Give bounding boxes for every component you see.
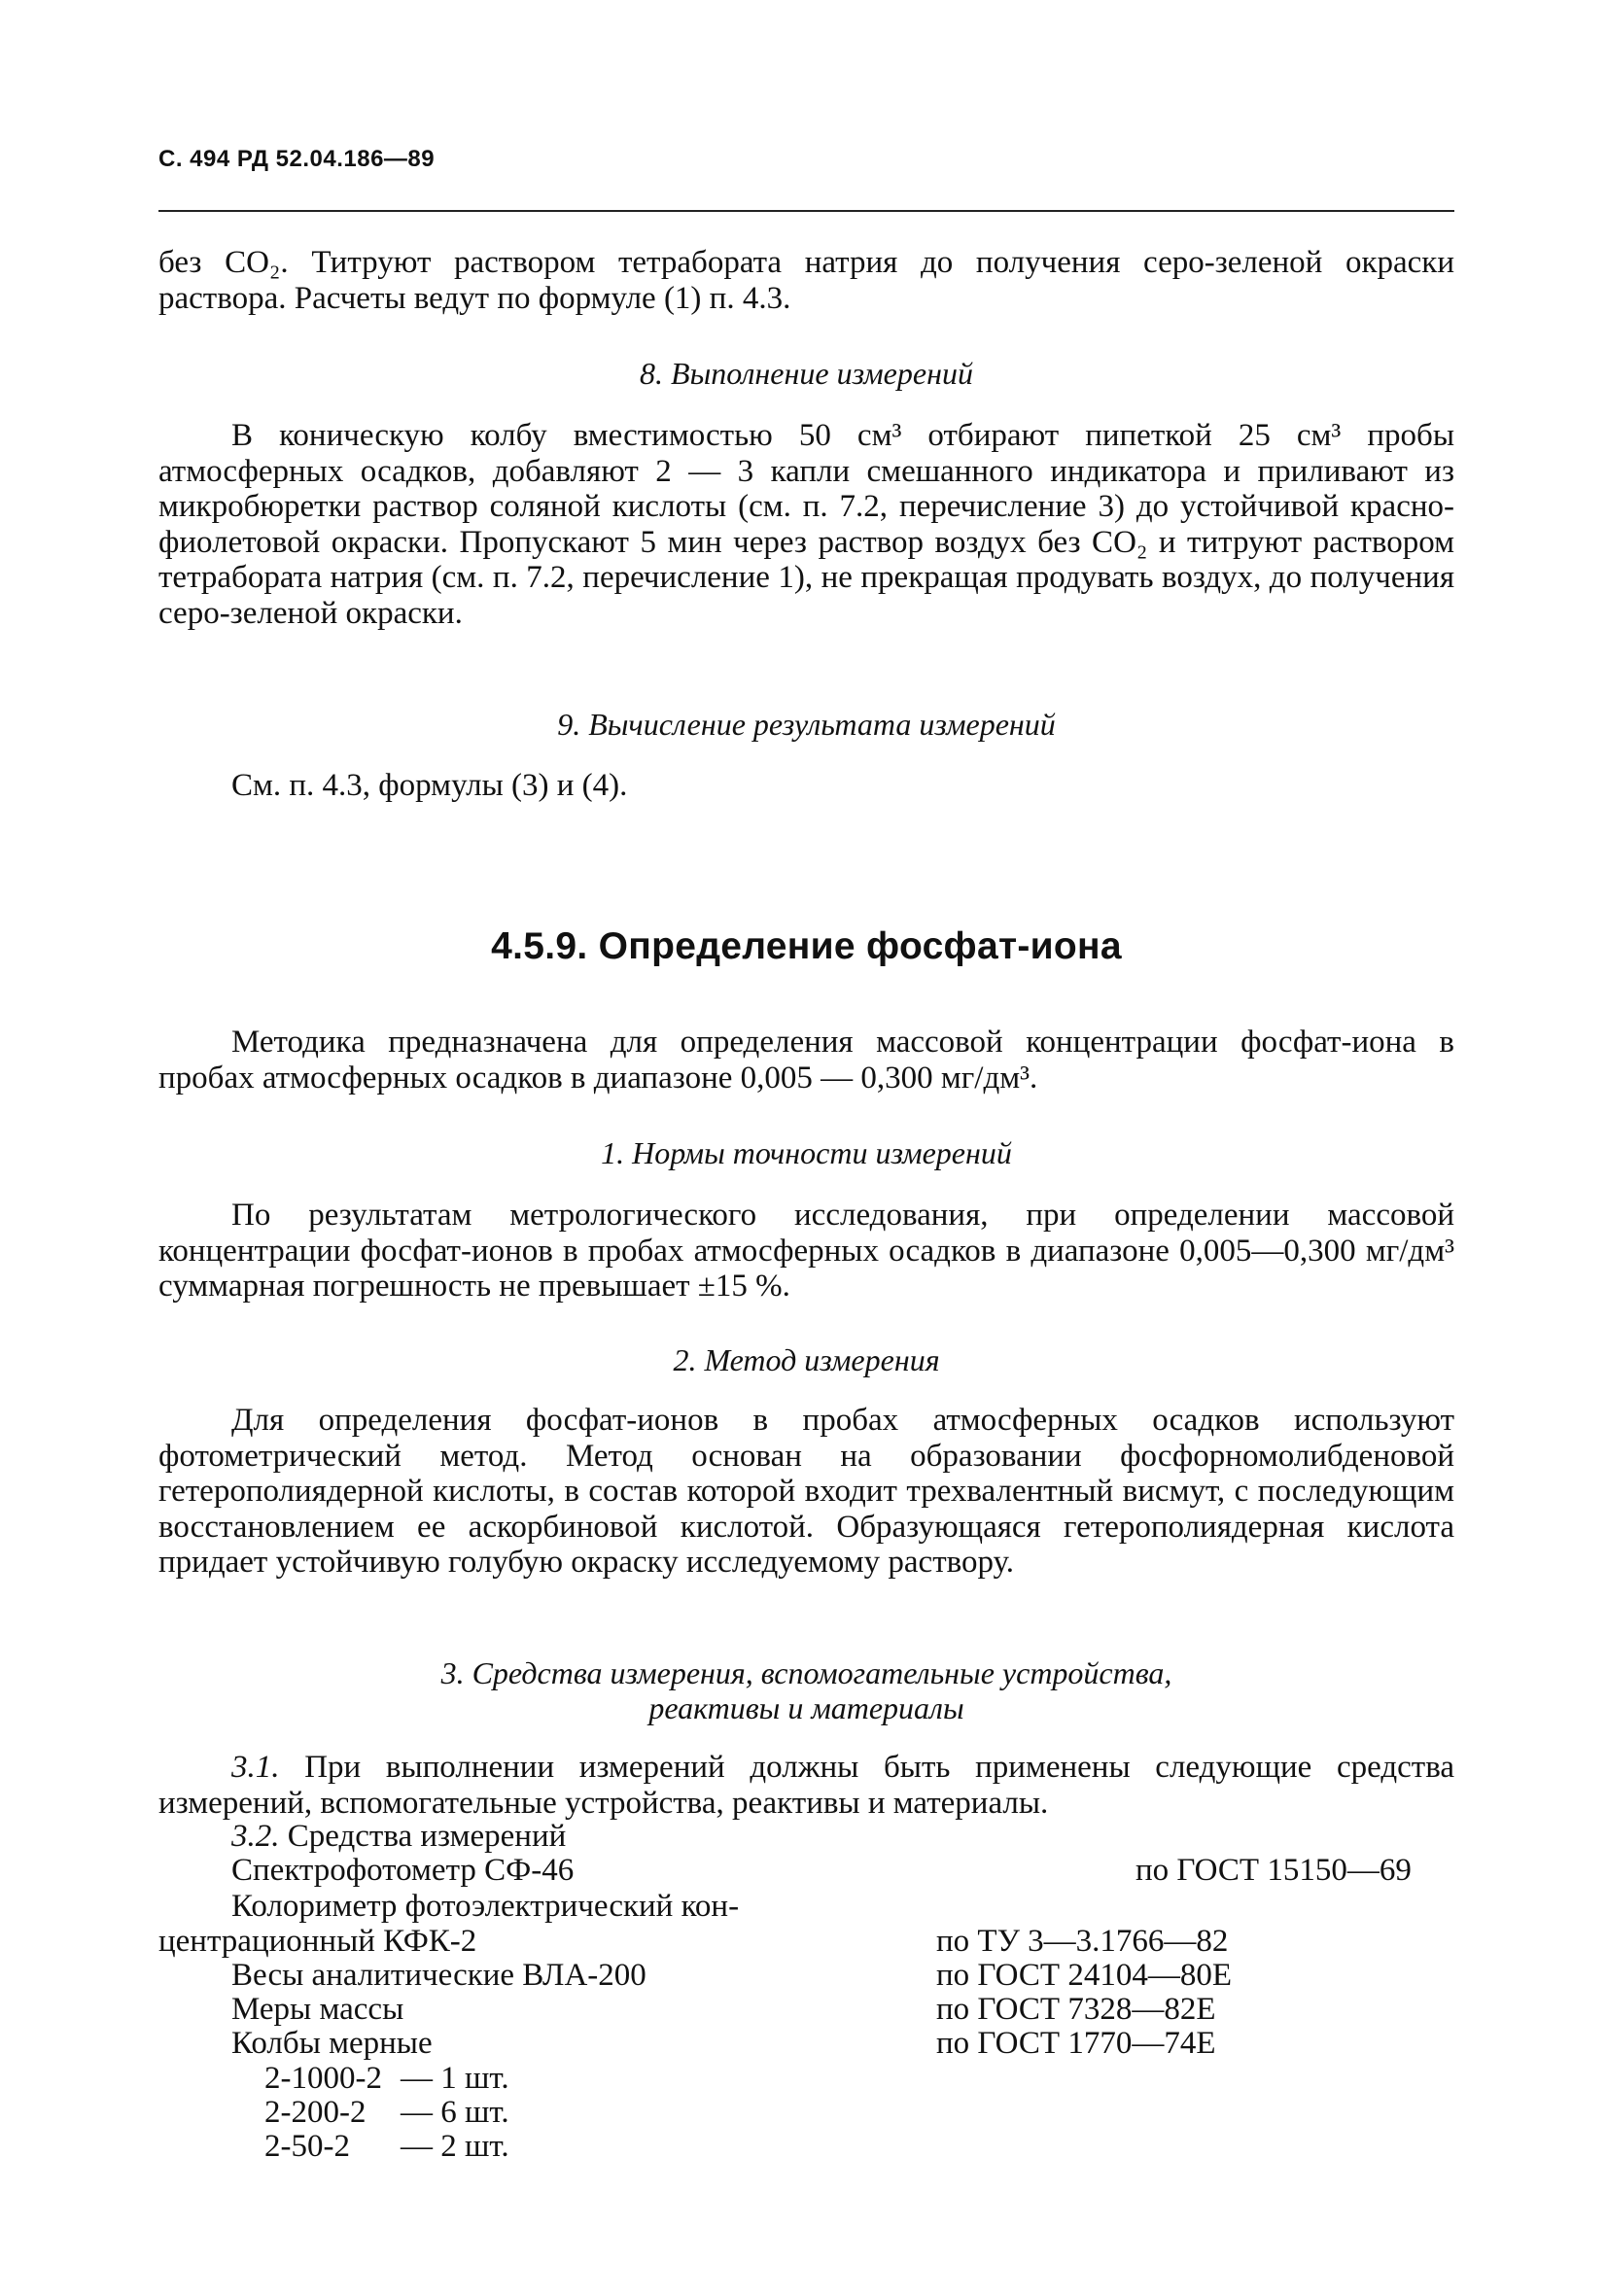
continuation-paragraph xyxy=(158,245,1454,316)
instrument-standard: по ГОСТ 15150—69 xyxy=(1135,1853,1412,1888)
paragraph-body: При выполнении измерений должны быть применены следующие средства измерений, вспомогательные устройства, реактивы и материалы. xyxy=(158,1750,1454,1821)
flask-type: 2-200-2 xyxy=(264,2095,367,2130)
instrument-standard: по ТУ 3—3.1766—82 xyxy=(936,1924,1229,1959)
section-9-text: См. п. 4.3, формулы (3) и (4). xyxy=(231,768,628,803)
means-title-line-1: 3. Средства измерения, вспомогательные устройства, xyxy=(440,1655,1172,1690)
section-9-title: 9. Вычисление результата измерений xyxy=(557,707,1056,742)
instrument-standard: по ГОСТ 1770—74Е xyxy=(936,2026,1216,2061)
norms-text: По результатам метрологического исследования, при определении массовой концентрации фосфат-ионов в пробах атмосферных осадков в диапазоне 0,005—0,300 мг/дм³ суммарная погрешность не превышает ±15 %. xyxy=(158,1198,1454,1304)
method-body xyxy=(158,1403,1454,1581)
main-section-intro xyxy=(158,1025,1454,1096)
instrument-name: Меры массы xyxy=(231,1992,404,2027)
paragraph-3-1 xyxy=(158,1750,1454,1821)
paragraph-number: 3.1. xyxy=(231,1750,280,1785)
norms-title: 1. Нормы точности измерений xyxy=(601,1135,1012,1170)
paragraph-number: 3.2. xyxy=(231,1819,280,1854)
instrument-name: Колориметр фотоэлектрический кон- xyxy=(231,1889,740,1924)
means-title-line-2: реактивы и материалы xyxy=(648,1690,964,1725)
paragraph-body: Средства измерений xyxy=(287,1819,567,1854)
main-section-title: 4.5.9. Определение фосфат-иона xyxy=(491,925,1122,967)
instrument-name: центрационный КФК-2 xyxy=(158,1924,477,1959)
section-8-text: В коническую колбу вместимостью 50 см³ отбирают пипеткой 25 см³ пробы атмосферных осадков, добавляют 2 — 3 капли смешанного индикатора и приливают из микробюретки раствор соляной кислоты (см. п. 7.2, перечисление 3) до устойчивой красно-фиолетовой окраски. Пропускают 5 мин через раствор воздух без CO₂ и титруют раствором тетрабората натрия (см. п. 7.2, перечисление 1), не прекращая продувать воздух, до получения серо-зеленой окраски. xyxy=(158,418,1454,631)
instrument-name: Колбы мерные xyxy=(231,2026,433,2061)
norms-body xyxy=(158,1198,1454,1305)
running-head: С. 494 РД 52.04.186—89 xyxy=(158,146,436,172)
section-9-body xyxy=(158,768,1454,804)
intro-text: Методика предназначена для определения массовой концентрации фосфат-иона в пробах атмосферных осадков в диапазоне 0,005 — 0,300 мг/дм³. xyxy=(158,1025,1454,1096)
flask-quantity: — 1 шт. xyxy=(401,2061,509,2096)
instrument-name: Спектрофотометр СФ-46 xyxy=(231,1853,575,1888)
section-8-title: 8. Выполнение измерений xyxy=(640,356,973,391)
flask-quantity: — 2 шт. xyxy=(401,2129,509,2164)
flask-quantity: — 6 шт. xyxy=(401,2095,509,2130)
instrument-standard: по ГОСТ 7328—82Е xyxy=(936,1992,1216,2027)
paragraph-3-1-text xyxy=(158,1750,1454,1821)
paragraph-3-2-heading xyxy=(231,1820,566,1853)
continuation-text: без CO₂. Титруют раствором тетрабората натрия до получения серо-зеленой окраски раствора. Расчеты ведут по формуле (1) п. 4.3. xyxy=(158,245,1454,316)
flask-type: 2-50-2 xyxy=(264,2129,350,2164)
method-text: Для определения фосфат-ионов в пробах атмосферных осадков используют фотометрический метод. Метод основан на образовании фосфорномолибденовой гетерополиядерной кислоты, в состав которой входит трехвалентный висмут, с последующим восстановлением ее аскорбиновой кислотой. Образующаяся гетерополиядерная кислота придает устойчивую голубую окраску исследуемому раствору. xyxy=(158,1403,1454,1580)
flask-type: 2-1000-2 xyxy=(264,2061,382,2096)
method-title: 2. Метод измерения xyxy=(673,1342,940,1377)
instrument-name: Весы аналитические ВЛА-200 xyxy=(231,1958,646,1993)
header-rule xyxy=(158,210,1454,212)
section-8-body xyxy=(158,418,1454,631)
instrument-standard: по ГОСТ 24104—80Е xyxy=(936,1958,1232,1993)
